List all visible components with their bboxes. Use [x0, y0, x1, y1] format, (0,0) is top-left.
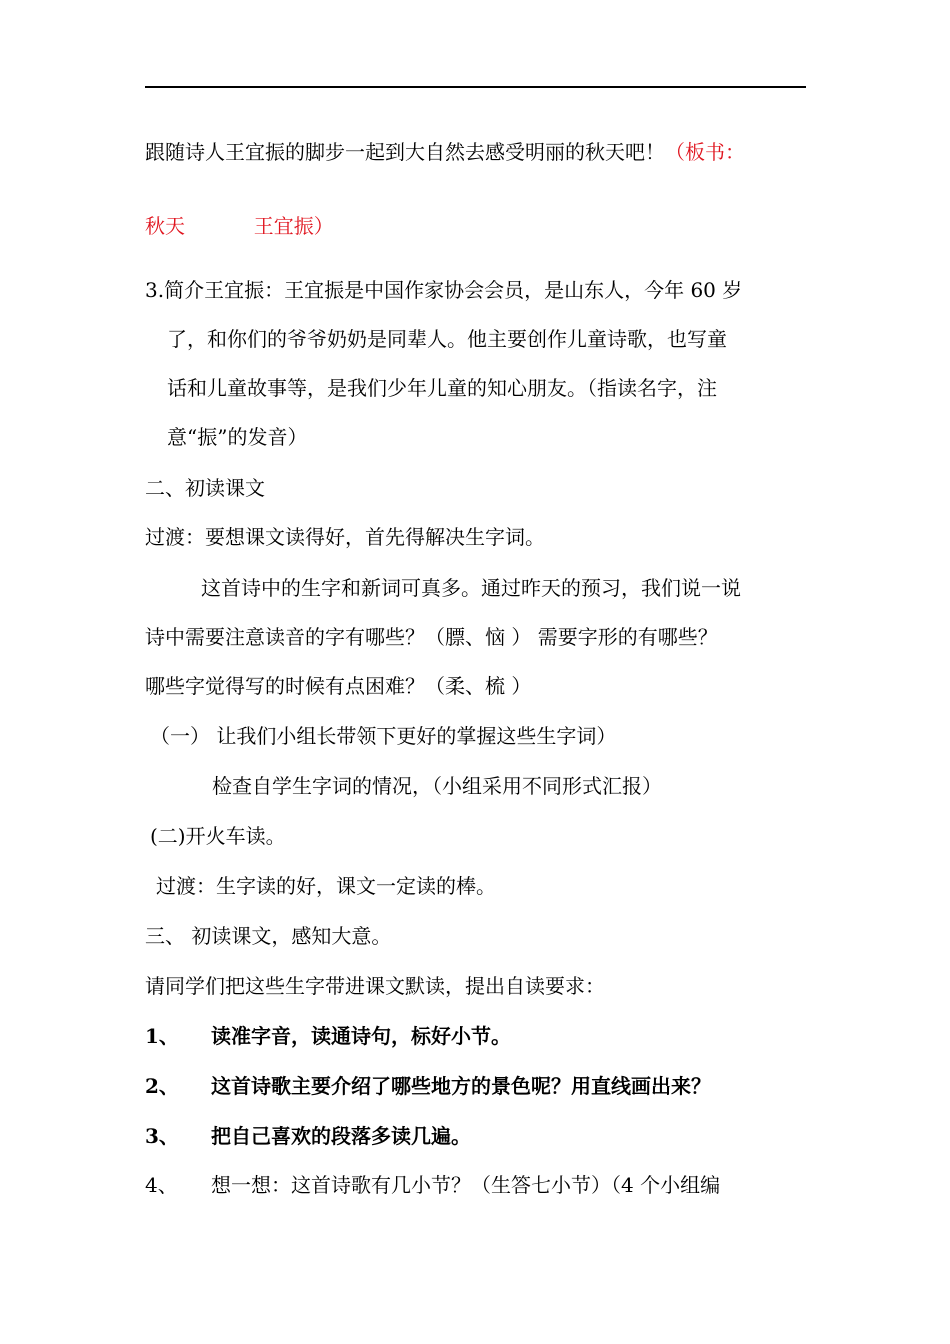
- board-note-line: [145, 214, 806, 238]
- paragraph-4-line-1: 这首诗中的生字和新词可真多。通过昨天的预习，我们说一说: [201, 576, 741, 600]
- intro-author-line-4: 意“振”的发音）: [167, 425, 308, 449]
- list-item-number: 4、: [145, 1173, 178, 1197]
- subsection-1: （一） 让我们小组长带领下更好的掌握这些生字词）: [150, 724, 617, 748]
- transition-line-1: 过渡：要想课文读得好，首先得解决生字词。: [145, 525, 545, 549]
- paragraph-4-line-2: 诗中需要注意读音的字有哪些？（膘、恼 ） 需要字形的有哪些？: [145, 625, 718, 649]
- list-item-text: 读准字音，读通诗句，标好小节。: [211, 1024, 511, 1048]
- text: 跟随诗人王宜振的脚步一起到大自然去感受明丽的秋天吧！: [145, 140, 665, 164]
- paragraph-line: [145, 140, 806, 164]
- list-item-text: 把自己喜欢的段落多读几遍。: [211, 1124, 471, 1148]
- list-item: [145, 1024, 806, 1048]
- reading-requirements-intro: 请同学们把这些生字带进课文默读，提出自读要求：: [145, 974, 605, 998]
- subsection-2: (二)开火车读。: [150, 824, 286, 848]
- intro-author-line-3: 话和儿童故事等，是我们少年儿童的知心朋友。（指读名字，注: [167, 376, 717, 400]
- intro-author-line-2: 了，和你们的爷爷奶奶是同辈人。他主要创作儿童诗歌，也写童: [167, 327, 727, 351]
- list-item: [145, 1074, 806, 1098]
- list-item: [145, 1124, 806, 1148]
- list-item-number: 2、: [145, 1074, 179, 1098]
- board-note: （板书：: [665, 140, 745, 164]
- section-heading-3: 三、 初读课文，感知大意。: [145, 924, 392, 948]
- board-note-autumn: 秋天: [145, 214, 185, 238]
- paragraph-4-line-3: 哪些字觉得写的时候有点困难？（柔、梳 ）: [145, 674, 532, 698]
- list-item-number: 3、: [145, 1124, 179, 1148]
- list-item: [145, 1173, 806, 1197]
- transition-line-2: 过渡：生字读的好，课文一定读的棒。: [156, 874, 496, 898]
- list-item-number: 1、: [145, 1024, 179, 1048]
- subsection-1-detail: 检查自学生字词的情况，（小组采用不同形式汇报）: [212, 774, 662, 798]
- section-heading-2: 二、初读课文: [145, 476, 265, 500]
- board-note-author: 王宜振）: [253, 214, 334, 238]
- list-item-text: 这首诗歌主要介绍了哪些地方的景色呢？用直线画出来？: [211, 1074, 711, 1098]
- list-item-text: 想一想：这首诗歌有几小节？（生答七小节）（4 个小组编: [211, 1173, 721, 1197]
- intro-author-line-1: 3.简介王宜振：王宜振是中国作家协会会员，是山东人，今年 60 岁: [145, 278, 743, 302]
- header-rule: [145, 86, 806, 88]
